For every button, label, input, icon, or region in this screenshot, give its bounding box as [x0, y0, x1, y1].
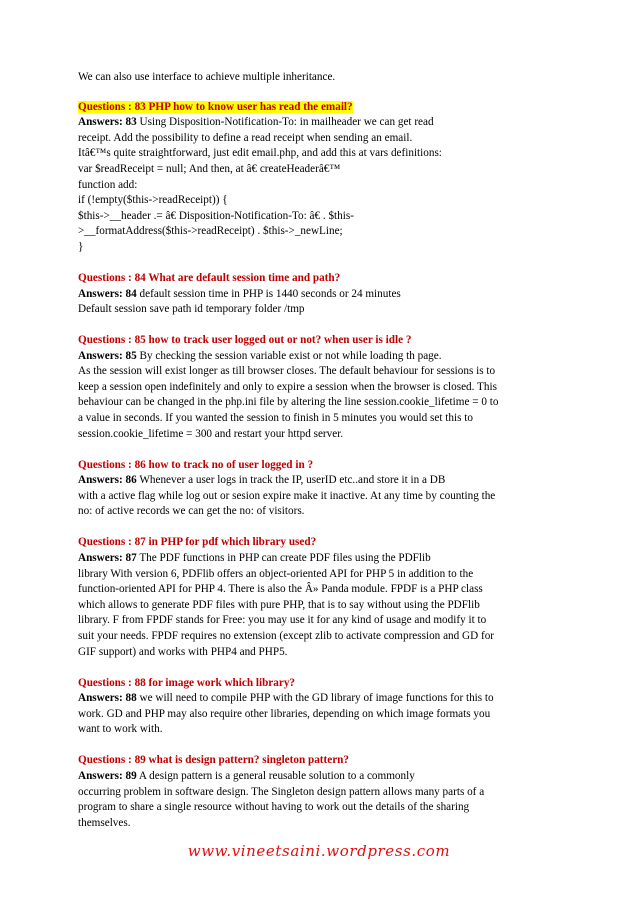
question-text: Questions : 83 PHP how to know user has read the email?	[78, 100, 353, 113]
answer-line	[78, 582, 566, 598]
answer-text: >__formatAddress($this->readReceipt) . $this->_newLine;	[78, 225, 343, 238]
answer-text: themselves.	[78, 816, 131, 829]
answer-line	[78, 598, 566, 614]
answer-text: A design pattern is a general reusable solution to a commonly	[136, 769, 415, 782]
question-heading	[78, 333, 566, 349]
answer-text: work. GD and PHP may also require other libraries, depending on which image formats you	[78, 707, 491, 720]
question-heading	[78, 676, 566, 692]
answer-label: Answers: 84	[78, 287, 137, 300]
answer-text: GIF support) and works with PHP4 and PHP5.	[78, 645, 288, 658]
answer-line	[78, 146, 566, 162]
answer-line	[78, 224, 566, 240]
answer-line	[78, 800, 566, 816]
answer-text: library With version 6, PDFlib offers an object-oriented API for PHP 5 in addition to the	[78, 567, 474, 580]
qa-block	[78, 271, 566, 318]
answer-line	[78, 178, 566, 194]
answer-line	[78, 131, 566, 147]
document-page	[78, 70, 566, 847]
answer-text: program to share a single resource without having to work out the details of the sharing	[78, 801, 470, 814]
answer-line	[78, 769, 566, 785]
question-text: Questions : 86 how to track no of user logged in ?	[78, 458, 314, 471]
answer-text: $this->__header .= â€ Disposition-Notification-To: â€ . $this-	[78, 209, 354, 222]
answer-line	[78, 193, 566, 209]
question-text: Questions : 89 what is design pattern? singleton pattern?	[78, 754, 350, 767]
answer-text: library. F from FPDF stands for Free: you may use it for any kind of usage and modify it to	[78, 614, 487, 627]
answer-text: function add:	[78, 178, 138, 191]
answer-text: if (!empty($this->readReceipt)) {	[78, 194, 228, 207]
qa-block	[78, 676, 566, 738]
answer-line	[78, 707, 566, 723]
answer-text: occurring problem in software design. The Singleton design pattern allows many parts of a	[78, 785, 485, 798]
answer-label: Answers: 85	[78, 349, 137, 362]
qa-block	[78, 753, 566, 831]
answer-line	[78, 427, 566, 443]
footer-url[interactable]: www.vineetsaini.wordpress.com	[187, 842, 451, 860]
answer-text: The PDF functions in PHP can create PDF files using the PDFlib	[136, 552, 431, 564]
answer-label: Answers: 89	[78, 769, 137, 782]
answer-line	[78, 349, 566, 365]
answer-line	[78, 473, 566, 489]
answer-line	[78, 287, 566, 303]
answer-line	[78, 209, 566, 225]
answer-line	[78, 722, 566, 738]
answer-line	[78, 302, 566, 318]
answer-line	[78, 645, 566, 661]
answer-line	[78, 551, 566, 567]
answer-text: no: of active records we can get the no: of visitors.	[78, 505, 305, 518]
question-text: Questions : 88 for image work which library?	[78, 676, 296, 689]
answer-text: Using Disposition-Notification-To: in mailheader we can get read	[136, 116, 434, 129]
question-heading	[78, 753, 566, 769]
qa-block	[78, 100, 566, 256]
answer-text: Itâ€™s quite straightforward, just edit email.php, and add this at vars definitions:	[78, 147, 442, 160]
answer-label: Answers: 88	[78, 692, 137, 705]
qa-block	[78, 535, 566, 660]
answer-text: }	[78, 240, 84, 253]
answer-line	[78, 785, 566, 801]
answer-label: Answers: 87	[78, 552, 137, 564]
answer-text: behaviour can be changed in the php.ini file by altering the line session.cookie_lifetime = 0 to	[78, 396, 499, 409]
answer-text: default session time in PHP is 1440 seconds or 24 minutes	[136, 287, 401, 300]
answer-label: Answers: 86	[78, 474, 137, 487]
answer-line	[78, 364, 566, 380]
answer-line	[78, 411, 566, 427]
question-heading	[78, 458, 566, 474]
answer-text: keep a session open indefinitely and only to expire a session when the browser is closed. This	[78, 380, 497, 393]
answer-label: Answers: 83	[78, 116, 137, 129]
answer-text: which allows to generate PDF files with pure PHP, that is to say without using the PDFlib	[78, 598, 480, 611]
answer-text: function-oriented API for PHP 4. There is also the Â» Panda module. FPDF is a PHP class	[78, 583, 483, 596]
intro-text: We can also use interface to achieve multiple inheritance.	[78, 71, 336, 83]
answer-line	[78, 613, 566, 629]
answer-text: a value in seconds. If you wanted the session to finish in 5 minutes you would set this to	[78, 412, 473, 425]
answer-line	[78, 240, 566, 256]
answer-text: receipt. Add the possibility to define a read receipt when sending an email.	[78, 131, 413, 144]
question-heading	[78, 535, 566, 551]
qa-list	[78, 100, 566, 832]
answer-line	[78, 691, 566, 707]
question-text: Questions : 87 in PHP for pdf which library used?	[78, 536, 317, 549]
question-text: Questions : 84 What are default session time and path?	[78, 271, 341, 284]
answer-text: want to work with.	[78, 723, 163, 736]
answer-text: suit your needs. FPDF requires no extension (except zlib to activate compression and GD for	[78, 629, 495, 642]
answer-line	[78, 567, 566, 583]
answer-text: with a active flag while log out or sesion expire make it inactive. At any time by counting the	[78, 489, 496, 502]
question-text: Questions : 85 how to track user logged out or not? when user is idle ?	[78, 334, 412, 347]
answer-line	[78, 115, 566, 131]
question-heading	[78, 271, 566, 287]
answer-text: Default session save path id temporary folder /tmp	[78, 303, 305, 316]
answer-line	[78, 629, 566, 645]
answer-text: As the session will exist longer as till browser closes. The default behaviour for sessions is to	[78, 365, 496, 378]
answer-line	[78, 816, 566, 832]
answer-text: session.cookie_lifetime = 300 and restart your httpd server.	[78, 427, 344, 440]
qa-block	[78, 333, 566, 442]
answer-text: By checking the session variable exist or not while loading th page.	[136, 349, 442, 362]
answer-text: we will need to compile PHP with the GD library of image functions for this to	[136, 692, 494, 705]
answer-line	[78, 504, 566, 520]
answer-line	[78, 395, 566, 411]
answer-line	[78, 489, 566, 505]
question-heading	[78, 100, 566, 116]
answer-line	[78, 380, 566, 396]
answer-line	[78, 162, 566, 178]
answer-text: var $readReceipt = null; And then, at â€ createHeaderâ€™	[78, 162, 341, 175]
answer-text: Whenever a user logs in track the IP, userID etc..and store it in a DB	[136, 474, 446, 487]
qa-block	[78, 458, 566, 520]
